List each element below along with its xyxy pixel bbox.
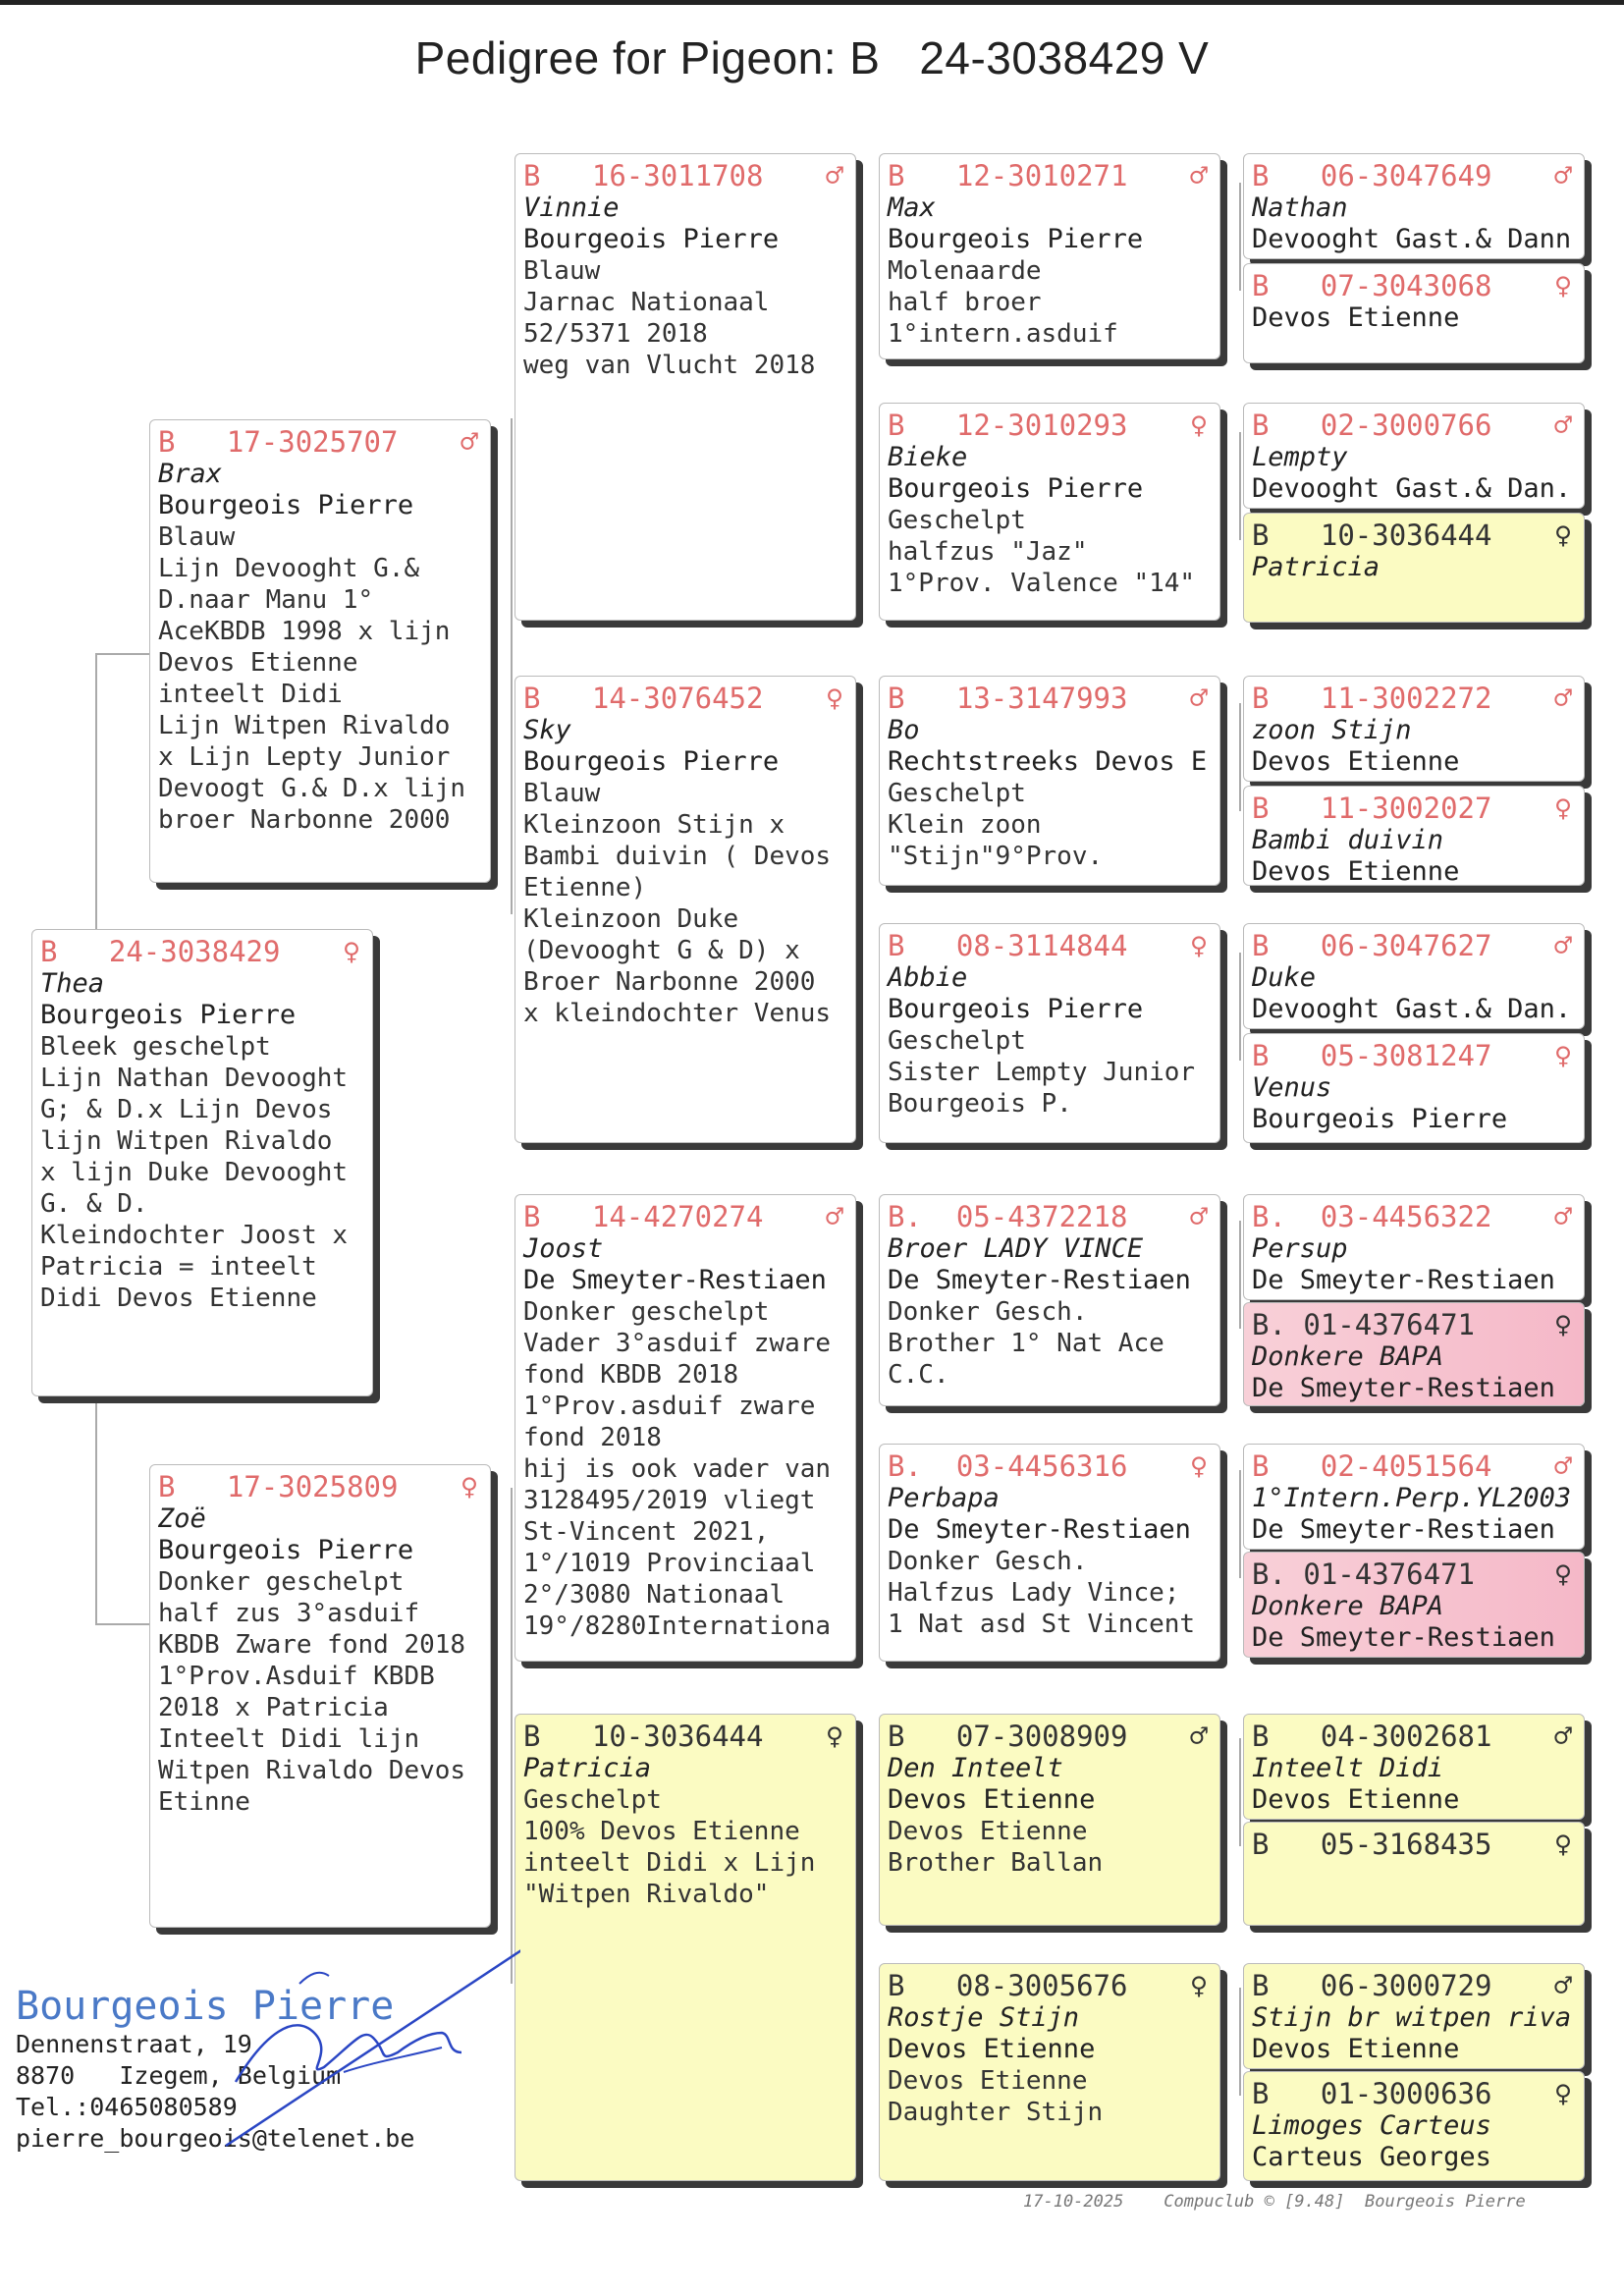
note-line: Halfzus Lady Vince;	[888, 1578, 1180, 1608]
pigeon-name: Lempty	[1252, 442, 1348, 472]
male-icon: ♂	[825, 159, 843, 193]
male-icon: ♂	[1553, 1969, 1572, 2003]
top-border	[0, 0, 1624, 5]
breeder-phone: Tel.:0465080589	[16, 2093, 238, 2121]
pigeon-name: Sky	[523, 715, 571, 745]
pigeon-card-g6[interactable]	[1243, 786, 1585, 886]
pigeon-card-g3[interactable]	[1243, 403, 1585, 509]
female-icon: ♀	[1189, 1969, 1208, 2003]
pigeon-card-dss[interactable]	[879, 1194, 1220, 1406]
owner-name: Bourgeois Pierre	[888, 994, 1144, 1024]
note-line: half zus 3°asduif	[158, 1599, 420, 1628]
ring-number: B 02-4051564	[1252, 1449, 1492, 1483]
ring-number: B 05-3081247	[1252, 1039, 1492, 1072]
pigeon-name: Limoges Carteus	[1252, 2110, 1491, 2141]
pigeon-card-g10[interactable]	[1243, 1302, 1585, 1406]
female-icon: ♀	[1189, 1449, 1208, 1484]
owner-name: Bourgeois Pierre	[40, 1000, 297, 1030]
breeder-street: Dennenstraat, 19	[16, 2030, 252, 2058]
note-line: Witpen Rivaldo Devos	[158, 1756, 466, 1785]
note-line: KBDB Zware fond 2018	[158, 1630, 466, 1660]
female-icon: ♀	[1189, 929, 1208, 963]
note-line: Lijn Witpen Rivaldo	[158, 711, 451, 740]
note-line: Bambi duivin ( Devos	[523, 842, 832, 871]
ring-number: B 01-3000636	[1252, 2077, 1492, 2110]
signature-image	[206, 1866, 520, 2160]
note-line: Bleek geschelpt	[40, 1032, 271, 1062]
note-line: Donker geschelpt	[158, 1567, 405, 1597]
note-line: 1°Prov. Valence "14"	[888, 569, 1196, 598]
owner-name: Devos Etienne	[1252, 856, 1460, 886]
male-icon: ♂	[460, 425, 478, 460]
note-line: x Lijn Lepty Junior	[158, 742, 451, 772]
pigeon-card-g16[interactable]	[1243, 2071, 1585, 2181]
pigeon-name: Duke	[1252, 962, 1317, 993]
breeder-city: 8870 Izegem, Belgium	[16, 2061, 342, 2090]
female-icon: ♀	[825, 1720, 843, 1754]
note-line: 1°Prov.asduif zware	[523, 1392, 816, 1421]
owner-name: De Smeyter-Restiaen	[1252, 1622, 1555, 1653]
female-icon: ♀	[1553, 269, 1572, 303]
pigeon-name: 1°Intern.Perp.YL2003	[1252, 1483, 1572, 1513]
pigeon-card-subject[interactable]	[31, 929, 373, 1396]
note-line: Devos Etienne	[888, 1817, 1088, 1846]
connector-line	[1239, 1221, 1241, 1329]
owner-name: Devos Etienne	[888, 1784, 1096, 1815]
pigeon-card-g7[interactable]	[1243, 923, 1585, 1029]
note-line: Vader 3°asduif zware	[523, 1329, 832, 1358]
note-line: G. & D.	[40, 1189, 148, 1219]
note-line: Inteelt Didi lijn	[158, 1724, 420, 1754]
note-line: Klein zoon	[888, 810, 1042, 840]
male-icon: ♂	[1553, 409, 1572, 443]
female-icon: ♀	[1553, 1039, 1572, 1073]
pigeon-name: Persup	[1252, 1233, 1348, 1264]
owner-name: Devos Etienne	[1252, 2034, 1460, 2064]
note-line: Lijn Devooght G.&	[158, 554, 420, 583]
pigeon-name: Abbie	[888, 962, 968, 993]
male-icon: ♂	[1553, 1449, 1572, 1484]
connector-line	[1239, 1470, 1241, 1578]
note-line: 100% Devos Etienne	[523, 1817, 800, 1846]
ring-number: B 10-3036444	[1252, 519, 1492, 552]
female-icon: ♀	[1553, 1828, 1572, 1862]
note-line: Geschelpt	[888, 506, 1026, 535]
note-line: G; & D.x Lijn Devos	[40, 1095, 333, 1124]
ring-number: B 16-3011708	[523, 159, 764, 192]
owner-name: Bourgeois Pierre	[888, 473, 1144, 504]
note-line: 1°/1019 Provinciaal	[523, 1549, 816, 1578]
pigeon-card-sdd[interactable]	[879, 923, 1220, 1143]
note-line: 52/5371 2018	[523, 319, 708, 349]
owner-name: Carteus Georges	[1252, 2142, 1491, 2172]
ring-number: B 08-3114844	[888, 929, 1128, 962]
female-icon: ♀	[1189, 409, 1208, 443]
note-line: half broer	[888, 288, 1042, 317]
pigeon-name: Patricia	[1252, 552, 1380, 582]
pigeon-name: Donkere BAPA	[1252, 1591, 1444, 1621]
ring-number: B 04-3002681	[1252, 1720, 1492, 1753]
note-line: Kleinzoon Duke	[523, 904, 739, 934]
note-line: lijn Witpen Rivaldo	[40, 1126, 333, 1156]
pigeon-name: Vinnie	[523, 192, 620, 223]
note-line: Daughter Stijn	[888, 2098, 1104, 2127]
pigeon-name: Zoë	[158, 1503, 206, 1534]
pigeon-card-dam[interactable]	[149, 1464, 491, 1928]
female-icon: ♀	[1553, 519, 1572, 553]
owner-name: De Smeyter-Restiaen	[1252, 1265, 1555, 1295]
ring-number: B 14-4270274	[523, 1200, 764, 1233]
ring-number: B. 01-4376471	[1252, 1557, 1475, 1591]
note-line: 19°/8280Internationa	[523, 1612, 832, 1641]
note-line: x kleindochter Venus	[523, 999, 832, 1028]
female-icon: ♀	[1553, 2077, 1572, 2111]
note-line: Devos Etienne	[888, 2066, 1088, 2096]
pigeon-name: Broer LADY VINCE	[888, 1233, 1144, 1264]
note-line: Didi Devos Etienne	[40, 1284, 317, 1313]
owner-name: Bourgeois Pierre	[1252, 1104, 1508, 1134]
owner-name: Devos Etienne	[1252, 302, 1460, 333]
ring-number: B 06-3047627	[1252, 929, 1492, 962]
pigeon-name: Inteelt Didi	[1252, 1753, 1444, 1783]
pigeon-card-g9[interactable]	[1243, 1194, 1585, 1300]
pigeon-card-g2[interactable]	[1243, 263, 1585, 363]
owner-name: Devooght Gast.& Dann	[1252, 224, 1572, 254]
note-line: Etinne	[158, 1787, 250, 1817]
pigeon-card-g1[interactable]	[1243, 153, 1585, 259]
note-line: 2018 x Patricia	[158, 1693, 389, 1722]
pigeon-name: Max	[888, 192, 936, 223]
pigeon-name: Bo	[888, 715, 920, 745]
note-line: halfzus "Jaz"	[888, 537, 1088, 567]
pigeon-card-g4[interactable]	[1243, 513, 1585, 623]
note-line: Lijn Nathan Devooght	[40, 1064, 349, 1093]
note-line: Devoogt G.& D.x lijn	[158, 774, 466, 803]
note-line: AceKBDB 1998 x lijn	[158, 617, 451, 646]
male-icon: ♂	[825, 1200, 843, 1234]
note-line: Devos Etienne	[158, 648, 358, 678]
owner-name: Devos Etienne	[888, 2034, 1096, 2064]
ring-number: B 11-3002272	[1252, 682, 1492, 715]
ring-number: B 07-3043068	[1252, 269, 1492, 302]
ring-number: B 17-3025809	[158, 1470, 399, 1503]
note-line: 2°/3080 Nationaal	[523, 1580, 785, 1610]
note-line: weg van Vlucht 2018	[523, 351, 816, 380]
pigeon-card-g14[interactable]	[1243, 1822, 1585, 1926]
pigeon-name: zoon Stijn	[1252, 715, 1412, 745]
male-icon: ♂	[1553, 1720, 1572, 1754]
owner-name: Bourgeois Pierre	[158, 490, 414, 520]
pigeon-card-sss[interactable]	[879, 153, 1220, 359]
owner-name: Devos Etienne	[1252, 1784, 1460, 1815]
note-line: Kleinzoon Stijn x	[523, 810, 785, 840]
female-icon: ♀	[342, 935, 360, 969]
pigeon-card-g11[interactable]	[1243, 1444, 1585, 1550]
ring-number: B 24-3038429	[40, 935, 281, 968]
pigeon-name: Perbapa	[888, 1483, 1000, 1513]
owner-name: De Smeyter-Restiaen	[1252, 1373, 1555, 1403]
note-line: Kleindochter Joost x	[40, 1221, 349, 1250]
female-icon: ♀	[825, 682, 843, 716]
male-icon: ♂	[1553, 1200, 1572, 1234]
connector-line	[511, 418, 513, 914]
note-line: Broer Narbonne 2000	[523, 967, 816, 997]
ring-number: B 17-3025707	[158, 425, 399, 459]
ring-number: B 12-3010293	[888, 409, 1128, 442]
connector-line	[1239, 1738, 1241, 1846]
owner-name: De Smeyter-Restiaen	[888, 1514, 1191, 1545]
note-line: Donker Gesch.	[888, 1297, 1088, 1327]
male-icon: ♂	[1553, 159, 1572, 193]
owner-name: Bourgeois Pierre	[523, 224, 780, 254]
female-icon: ♀	[1553, 1557, 1572, 1592]
pigeon-card-sire-sire[interactable]	[514, 153, 856, 621]
ring-number: B. 03-4456316	[888, 1449, 1128, 1483]
note-line: Geschelpt	[888, 779, 1026, 808]
note-line: Blauw	[523, 779, 601, 808]
ring-number: B 11-3002027	[1252, 792, 1492, 825]
connector-line	[95, 653, 150, 655]
owner-name: Devooght Gast.& Dan.	[1252, 473, 1572, 504]
pigeon-card-g15[interactable]	[1243, 1963, 1585, 2069]
female-icon: ♀	[1553, 1308, 1572, 1342]
pigeon-name: Stijn br witpen riva	[1252, 2002, 1572, 2033]
ring-number: B 14-3076452	[523, 682, 764, 715]
connector-line	[95, 1623, 150, 1625]
note-line: 3128495/2019 vliegt	[523, 1486, 816, 1515]
pigeon-card-g12[interactable]	[1243, 1552, 1585, 1658]
pigeon-card-dds[interactable]	[879, 1714, 1220, 1926]
ring-number: B 10-3036444	[523, 1720, 764, 1753]
owner-name: Devooght Gast.& Dan.	[1252, 994, 1572, 1024]
note-line: fond KBDB 2018	[523, 1360, 739, 1390]
note-line: Blauw	[158, 522, 236, 552]
connector-line	[1239, 432, 1241, 540]
note-line: 1°intern.asduif	[888, 319, 1118, 349]
note-line: Donker geschelpt	[523, 1297, 770, 1327]
note-line: 1 Nat asd St Vincent	[888, 1610, 1196, 1639]
ring-number: B 08-3005676	[888, 1969, 1128, 2002]
pigeon-name: Joost	[523, 1233, 604, 1264]
owner-name: De Smeyter-Restiaen	[523, 1265, 827, 1295]
owner-name: De Smeyter-Restiaen	[1252, 1514, 1555, 1545]
pigeon-name: Nathan	[1252, 192, 1348, 223]
pigeon-card-dam-sire[interactable]	[514, 1194, 856, 1662]
owner-name: Bourgeois Pierre	[888, 224, 1144, 254]
ring-number: B 07-3008909	[888, 1720, 1128, 1753]
owner-name: Rechtstreeks Devos E	[888, 746, 1208, 777]
note-line: Jarnac Nationaal	[523, 288, 770, 317]
page-title: Pedigree for Pigeon: B 24-3038429 V	[414, 32, 1210, 83]
pigeon-card-dsd[interactable]	[879, 1444, 1220, 1662]
pigeon-card-g13[interactable]	[1243, 1714, 1585, 1820]
pigeon-card-sds[interactable]	[879, 676, 1220, 886]
ring-number: B 12-3010271	[888, 159, 1128, 192]
note-line: Bourgeois P.	[888, 1089, 1072, 1119]
pigeon-name: Donkere BAPA	[1252, 1341, 1444, 1372]
male-icon: ♂	[1189, 159, 1208, 193]
note-line: Blauw	[523, 256, 601, 286]
ring-number: B 13-3147993	[888, 682, 1128, 715]
connector-line	[1239, 953, 1241, 1061]
female-icon: ♀	[1553, 792, 1572, 826]
note-line: C.C.	[888, 1360, 949, 1390]
note-line: "Witpen Rivaldo"	[523, 1880, 770, 1909]
note-line: inteelt Didi	[158, 680, 343, 709]
note-line: fond 2018	[523, 1423, 662, 1452]
pigeon-name: Bambi duivin	[1252, 825, 1444, 855]
note-line: Molenaarde	[888, 256, 1042, 286]
pigeon-card-ssd[interactable]	[879, 403, 1220, 621]
note-line: Sister Lempty Junior	[888, 1058, 1196, 1087]
female-icon: ♀	[460, 1470, 478, 1504]
connector-line	[1239, 703, 1241, 811]
ring-number: B. 03-4456322	[1252, 1200, 1492, 1233]
male-icon: ♂	[1189, 1200, 1208, 1234]
note-line: St-Vincent 2021,	[523, 1517, 770, 1547]
ring-number: B. 05-4372218	[888, 1200, 1128, 1233]
pigeon-name: Venus	[1252, 1072, 1332, 1103]
pigeon-name: Den Inteelt	[888, 1753, 1063, 1783]
note-line: Etienne)	[523, 873, 647, 902]
note-line: Geschelpt	[888, 1026, 1026, 1056]
footer-text: 17-10-2025 Compuclub © [9.48] Bourgeois Pierre	[1023, 2192, 1526, 2212]
note-line: Brother 1° Nat Ace	[888, 1329, 1164, 1358]
note-line: Geschelpt	[523, 1785, 662, 1815]
note-line: hij is ook vader van	[523, 1454, 832, 1484]
owner-name: Bourgeois Pierre	[523, 746, 780, 777]
owner-name: Devos Etienne	[1252, 746, 1460, 777]
note-line: Donker Gesch.	[888, 1547, 1088, 1576]
owner-name: De Smeyter-Restiaen	[888, 1265, 1191, 1295]
breeder-name: Bourgeois Pierre	[16, 1984, 395, 2029]
male-icon: ♂	[1189, 1720, 1208, 1754]
note-line: Brother Ballan	[888, 1848, 1104, 1878]
ring-number: B 06-3000729	[1252, 1969, 1492, 2002]
pigeon-card-ddd[interactable]	[879, 1963, 1220, 2181]
note-line: (Devooght G & D) x	[523, 936, 800, 965]
note-line: "Stijn"9°Prov.	[888, 842, 1104, 871]
note-line: x lijn Duke Devooght	[40, 1158, 349, 1187]
pigeon-name: Patricia	[523, 1753, 652, 1783]
note-line: broer Narbonne 2000	[158, 805, 451, 835]
male-icon: ♂	[1189, 682, 1208, 716]
ring-number: B. 01-4376471	[1252, 1308, 1475, 1341]
pigeon-card-sire[interactable]	[149, 419, 491, 883]
pigeon-name: Bieke	[888, 442, 968, 472]
note-line: 1°Prov.Asduif KBDB	[158, 1662, 435, 1691]
pigeon-name: Thea	[40, 968, 105, 999]
male-icon: ♂	[1553, 682, 1572, 716]
owner-name: Bourgeois Pierre	[158, 1535, 414, 1565]
pigeon-card-dam-dam[interactable]	[514, 1714, 856, 2181]
pigeon-name: Brax	[158, 459, 223, 489]
connector-line	[1239, 183, 1241, 291]
pigeon-card-g5[interactable]	[1243, 676, 1585, 782]
connector-line	[1239, 1988, 1241, 2096]
pigeon-name: Rostje Stijn	[888, 2002, 1080, 2033]
note-line: Patricia = inteelt	[40, 1252, 317, 1282]
ring-number: B 05-3168435	[1252, 1828, 1492, 1861]
male-icon: ♂	[1553, 929, 1572, 963]
note-line: D.naar Manu 1°	[158, 585, 374, 615]
ring-number: B 06-3047649	[1252, 159, 1492, 192]
pigeon-card-g8[interactable]	[1243, 1033, 1585, 1143]
note-line: inteelt Didi x Lijn	[523, 1848, 816, 1878]
ring-number: B 02-3000766	[1252, 409, 1492, 442]
breeder-email[interactable]: pierre_bourgeois@telenet.be	[16, 2124, 415, 2153]
pigeon-card-sire-dam[interactable]	[514, 676, 856, 1143]
